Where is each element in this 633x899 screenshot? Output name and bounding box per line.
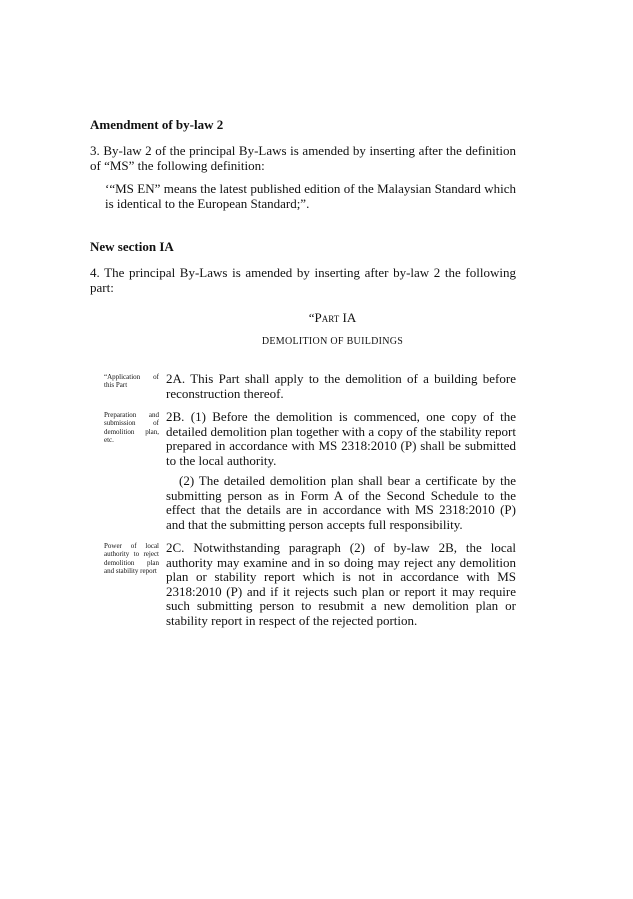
part-subtitle: DEMOLITION OF BUILDINGS [261, 336, 404, 347]
clause-2b-1: 2B. (1) Before the demolition is commenced, one copy of the detailed demolition plan together with a copy of the stability report prepared in accordance with MS 2318:2010 (P) shall be submitted to the local authority. [166, 409, 516, 468]
margin-note-application: “Application of this Part [104, 373, 159, 390]
part-title: “Part IA [308, 310, 357, 325]
margin-note-power: Power of local authority to reject demolition plan and stability report [104, 542, 159, 576]
margin-note-preparation: Preparation and submission of demolition plan, etc. [104, 411, 159, 445]
clause-2a: 2A. This Part shall apply to the demolition of a building before reconstruction thereof. [166, 371, 516, 401]
clause-2b-2: (2) The detailed demolition plan shall bear a certificate by the submitting person as in Form A of the Second Schedule to the effect that the details are in accordance with MS 2318:2010 (P) and that the submitting person accepts full responsibility. [166, 473, 516, 532]
new-section-heading: New section IA [90, 239, 174, 254]
paragraph-4: 4. The principal By-Laws is amended by inserting after by-law 2 the following part: [90, 265, 516, 295]
paragraph-3: 3. By-law 2 of the principal By-Laws is amended by inserting after the definition of “MS” the following definition: [90, 143, 516, 173]
amendment-heading: Amendment of by-law 2 [90, 117, 224, 132]
ms-en-definition: ‘“MS EN” means the latest published edition of the Malaysian Standard which is identical to the European Standard;”. [105, 181, 516, 211]
clause-2c: 2C. Notwithstanding paragraph (2) of by-law 2B, the local authority may examine and in so doing may reject any demolition plan or stability report which is not in accordance with MS 2318:2010 (P) and if it rejects such plan or report it may require such submitting person to resubmit a new demolition plan or stability report in respect of the rejected portion. [166, 540, 516, 628]
